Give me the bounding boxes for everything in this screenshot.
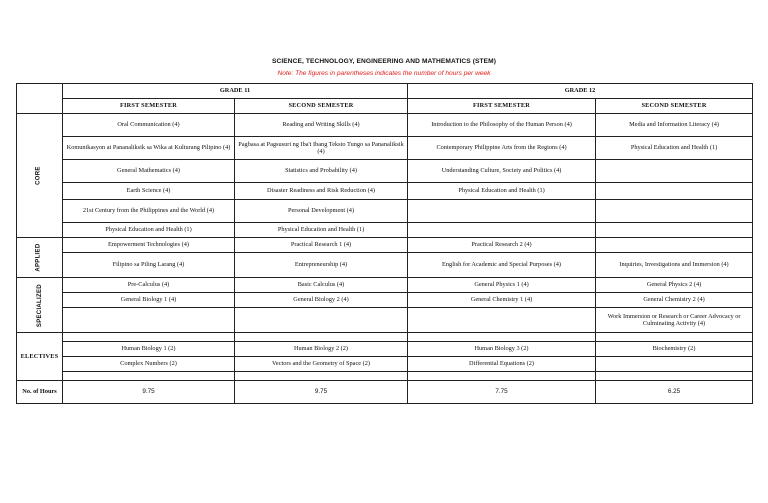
empty-cell — [235, 372, 408, 381]
subject-cell: Personal Development (4) — [235, 200, 408, 223]
hours-value: 7.75 — [408, 381, 596, 404]
semester-header-row — [17, 99, 753, 114]
hours-note: Note: The figures in parentheses indicates the number of hours per week — [277, 70, 491, 77]
grade-header-row — [17, 84, 753, 99]
specialized-row — [17, 278, 753, 293]
subject-cell: Work Immersion or Research or Career Advocacy or Culminating Activity (4) — [596, 308, 753, 333]
subject-cell: 21st Century from the Philippines and the World (4) — [63, 200, 235, 223]
hours-value: 9.75 — [63, 381, 235, 404]
subject-cell: General Mathematics (4) — [63, 160, 235, 183]
empty-cell — [408, 372, 596, 381]
subject-cell: Practical Research 1 (4) — [235, 238, 408, 253]
subject-cell: General Physics 1 (4) — [408, 278, 596, 293]
hours-value: 9.75 — [235, 381, 408, 404]
core-row — [17, 223, 753, 238]
subject-cell — [596, 200, 753, 223]
semester-header: FIRST SEMESTER — [408, 99, 596, 114]
hours-value: 6.25 — [596, 381, 753, 404]
subject-cell — [408, 223, 596, 238]
subject-cell: Vectors and the Geometry of Space (2) — [235, 357, 408, 372]
electives-row — [17, 333, 753, 342]
subject-cell: Media and Information Literacy (4) — [596, 114, 753, 137]
subject-cell: Empowerment Technologies (4) — [63, 238, 235, 253]
applied-row — [17, 253, 753, 278]
subject-cell: Basic Calculus (4) — [235, 278, 408, 293]
empty-cell — [235, 333, 408, 342]
page-title: SCIENCE, TECHNOLOGY, ENGINEERING AND MATHEMATICS (STEM) — [271, 58, 497, 65]
subject-cell — [235, 308, 408, 333]
subject-cell: Disaster Readiness and Risk Reduction (4) — [235, 183, 408, 200]
subject-cell: Physical Education and Health (1) — [408, 183, 596, 200]
subject-cell — [596, 357, 753, 372]
subject-cell: Physical Education and Health (1) — [596, 137, 753, 160]
subject-cell — [63, 308, 235, 333]
core-row — [17, 137, 753, 160]
subject-cell — [408, 308, 596, 333]
empty-cell — [596, 333, 753, 342]
subject-cell: Reading and Writing Skills (4) — [235, 114, 408, 137]
subject-cell: Differential Equations (2) — [408, 357, 596, 372]
core-row — [17, 183, 753, 200]
subject-cell: General Chemistry 2 (4) — [596, 293, 753, 308]
subject-cell: Physical Education and Health (1) — [235, 223, 408, 238]
subject-cell: General Chemistry 1 (4) — [408, 293, 596, 308]
subject-cell: Human Biology 1 (2) — [63, 342, 235, 357]
empty-cell — [63, 372, 235, 381]
applied-category-text: APPLIED — [35, 243, 42, 273]
subject-cell: Earth Science (4) — [63, 183, 235, 200]
subject-cell: Complex Numbers (2) — [63, 357, 235, 372]
core-row — [17, 114, 753, 137]
semester-header: FIRST SEMESTER — [63, 99, 235, 114]
semester-header: SECOND SEMESTER — [596, 99, 753, 114]
subject-cell: General Biology 2 (4) — [235, 293, 408, 308]
subject-cell — [596, 160, 753, 183]
curriculum-table — [16, 83, 753, 404]
corner-cell — [17, 84, 63, 114]
specialized-row — [17, 308, 753, 333]
subject-cell: Pre-Calculus (4) — [63, 278, 235, 293]
subject-cell: Entrepreneurship (4) — [235, 253, 408, 278]
core-row — [17, 160, 753, 183]
subject-cell: Introduction to the Philosophy of the Human Person (4) — [408, 114, 596, 137]
core-category-label — [17, 114, 63, 238]
subject-cell: English for Academic and Special Purposes (4) — [408, 253, 596, 278]
subject-cell — [596, 238, 753, 253]
subject-cell: Inquiries, Investigations and Immersion (4) — [596, 253, 753, 278]
core-category-text: CORE — [35, 166, 42, 186]
hours-label: No. of Hours — [17, 381, 63, 404]
subject-cell — [408, 200, 596, 223]
empty-cell — [596, 372, 753, 381]
electives-row — [17, 357, 753, 372]
subject-cell: Pagbasa at Pagsusuri ng Iba't Ibang Teksto Tungo sa Pananaliksik (4) — [235, 137, 408, 160]
electives-row — [17, 342, 753, 357]
subject-cell: Filipino sa Piling Larang (4) — [63, 253, 235, 278]
grade-11-header: GRADE 11 — [63, 84, 408, 99]
empty-cell — [63, 333, 235, 342]
applied-row — [17, 238, 753, 253]
subject-cell: Contemporary Philippine Arts from the Regions (4) — [408, 137, 596, 160]
subject-cell: Understanding Culture, Society and Politics (4) — [408, 160, 596, 183]
subject-cell: Practical Research 2 (4) — [408, 238, 596, 253]
subject-cell: Oral Communication (4) — [63, 114, 235, 137]
subject-cell: Komunikasyon at Pananaliksik sa Wika at Kulturang Pilipino (4) — [63, 137, 235, 160]
grade-12-header: GRADE 12 — [408, 84, 753, 99]
subject-cell: General Physics 2 (4) — [596, 278, 753, 293]
subject-cell: Human Biology 3 (2) — [408, 342, 596, 357]
specialized-row — [17, 293, 753, 308]
subject-cell — [596, 183, 753, 200]
hours-row — [17, 381, 753, 404]
electives-category-label: ELECTIVES — [17, 333, 63, 381]
specialized-category-label — [17, 278, 63, 333]
subject-cell: General Biology 1 (4) — [63, 293, 235, 308]
electives-row — [17, 372, 753, 381]
subject-cell: Biochemistry (2) — [596, 342, 753, 357]
semester-header: SECOND SEMESTER — [235, 99, 408, 114]
applied-category-label — [17, 238, 63, 278]
subject-cell: Human Biology 2 (2) — [235, 342, 408, 357]
core-row — [17, 200, 753, 223]
subject-cell — [596, 223, 753, 238]
subject-cell: Statistics and Probability (4) — [235, 160, 408, 183]
subject-cell: Physical Education and Health (1) — [63, 223, 235, 238]
specialized-category-text: SPECIALIZED — [36, 284, 43, 327]
empty-cell — [408, 333, 596, 342]
